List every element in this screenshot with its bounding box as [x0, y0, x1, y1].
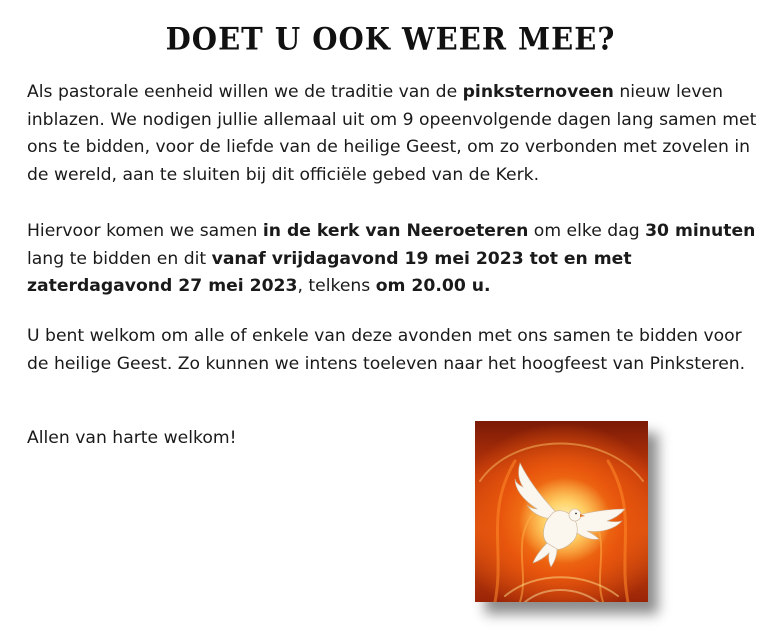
details-text-3: lang te bidden en dit — [27, 248, 212, 269]
details-text-1: Hiervoor komen we samen — [27, 221, 263, 241]
details-text-2: om elke dag — [528, 221, 646, 241]
holy-spirit-dove-image — [475, 421, 648, 602]
details-bold-duration: 30 minuten — [645, 221, 756, 241]
details-paragraph — [27, 218, 757, 301]
details-bold-time: om 20.00 u. — [375, 276, 491, 297]
intro-bold-pinksternoveen: pinksternoveen — [462, 82, 614, 102]
details-text-4: , telkens — [297, 276, 376, 297]
page-title: DOET U OOK WEER MEE? — [165, 21, 616, 57]
intro-text-2: nieuw leven inblazen. We nodigen jullie allemaal uit om 9 opeenvolgende dagen lang samen met ons te bidden, voor de liefde van de heilige Geest, om zo verbonden met zovelen in de wereld, aan te sluiten bij dit officiële gebed van de Kerk. — [27, 82, 757, 185]
welcome-paragraph: U bent welkom om alle of enkele van deze avonden met ons samen te bidden voor de heilige Geest. Zo kunnen we intens toeleven naar het hoogfeest van Pinksteren. — [27, 326, 746, 374]
details-bold-location: in de kerk van Neeroeteren — [262, 221, 529, 241]
intro-paragraph — [27, 79, 757, 189]
details-bold-dates: vanaf vrijdagavond 19 mei 2023 tot en met zaterdagavond 27 mei 2023 — [27, 248, 632, 297]
intro-text-1: Als pastorale eenheid willen we de traditie van de — [27, 82, 463, 102]
closing-line: Allen van harte welkom! — [27, 428, 237, 448]
dove-icon — [475, 421, 648, 602]
